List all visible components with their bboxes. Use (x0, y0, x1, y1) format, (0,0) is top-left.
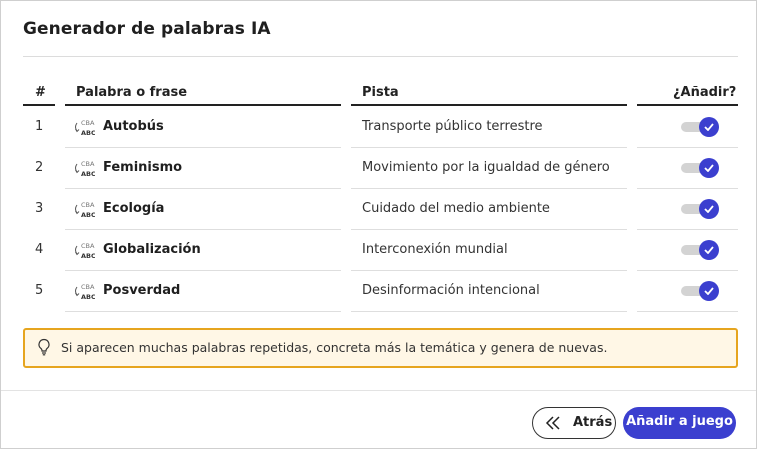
row-number: 2 (35, 160, 44, 175)
toggle-knob (699, 281, 719, 301)
word-cell (65, 189, 341, 230)
header-underline (23, 104, 55, 106)
word-text: Ecología (103, 201, 165, 216)
table-row (23, 107, 738, 148)
abc-letters-icon (73, 198, 95, 220)
svg-text:ABC: ABC (81, 211, 95, 219)
svg-text:CBA: CBA (81, 283, 95, 291)
header-underline (351, 104, 627, 106)
footer-divider (1, 390, 756, 391)
abc-letters-icon (73, 157, 95, 179)
table-row (23, 189, 738, 230)
svg-text:ABC: ABC (81, 129, 95, 137)
abc-letters-icon (73, 116, 95, 138)
dialog-title: Generador de palabras IA (23, 19, 271, 39)
table-row (23, 271, 738, 312)
add-toggle[interactable] (681, 199, 721, 219)
table-row (23, 230, 738, 271)
add-toggle[interactable] (681, 281, 721, 301)
column-header-hint: Pista (362, 85, 399, 100)
table-row (23, 148, 738, 189)
add-toggle[interactable] (681, 158, 721, 178)
hint-text: Transporte público terrestre (362, 119, 543, 134)
toggle-knob (699, 240, 719, 260)
svg-text:ABC: ABC (81, 252, 95, 260)
word-cell (65, 107, 341, 148)
title-divider (23, 56, 738, 57)
add-toggle[interactable] (681, 117, 721, 137)
word-cell (65, 148, 341, 189)
add-to-game-label: Añadir a juego (626, 414, 733, 429)
row-number: 5 (35, 283, 44, 298)
checkmark-icon (704, 164, 714, 172)
hint-cell (351, 230, 627, 271)
word-text: Posverdad (103, 283, 181, 298)
add-to-game-button[interactable] (623, 407, 736, 439)
abc-letters-icon (73, 280, 95, 302)
add-toggle-cell (637, 107, 738, 148)
hint-cell (351, 107, 627, 148)
tip-notice (23, 328, 738, 368)
hint-cell (351, 189, 627, 230)
abc-letters-icon (73, 239, 95, 261)
hint-cell (351, 271, 627, 312)
svg-text:CBA: CBA (81, 201, 95, 209)
hint-text: Interconexión mundial (362, 242, 508, 257)
word-text: Globalización (103, 242, 201, 257)
lightbulb-icon (37, 338, 51, 360)
row-number: 1 (35, 119, 44, 134)
svg-text:CBA: CBA (81, 242, 95, 250)
checkmark-icon (704, 205, 714, 213)
header-underline (637, 104, 738, 106)
word-cell (65, 230, 341, 271)
hint-text: Desinformación intencional (362, 283, 540, 298)
tip-text: Si aparecen muchas palabras repetidas, concreta más la temática y genera de nuevas. (61, 340, 608, 355)
hint-text: Cuidado del medio ambiente (362, 201, 550, 216)
checkmark-icon (704, 287, 714, 295)
svg-text:CBA: CBA (81, 119, 95, 127)
svg-text:CBA: CBA (81, 160, 95, 168)
add-toggle-cell (637, 230, 738, 271)
hint-cell (351, 148, 627, 189)
add-toggle-cell (637, 148, 738, 189)
hint-text: Movimiento por la igualdad de género (362, 160, 610, 175)
column-header-word: Palabra o frase (76, 85, 188, 100)
column-header-add: ¿Añadir? (673, 85, 737, 100)
double-chevron-left-icon (544, 415, 562, 435)
checkmark-icon (704, 246, 714, 254)
checkmark-icon (704, 123, 714, 131)
svg-text:ABC: ABC (81, 293, 95, 301)
column-header-number: # (35, 85, 46, 100)
word-text: Feminismo (103, 160, 183, 175)
add-toggle-cell (637, 189, 738, 230)
add-toggle[interactable] (681, 240, 721, 260)
word-cell (65, 271, 341, 312)
word-text: Autobús (103, 119, 164, 134)
back-button[interactable] (532, 407, 616, 439)
add-toggle-cell (637, 271, 738, 312)
row-number: 4 (35, 242, 44, 257)
header-underline (65, 104, 341, 106)
toggle-knob (699, 199, 719, 219)
row-number: 3 (35, 201, 44, 216)
svg-text:ABC: ABC (81, 170, 95, 178)
back-button-label: Atrás (573, 415, 613, 430)
toggle-knob (699, 158, 719, 178)
toggle-knob (699, 117, 719, 137)
